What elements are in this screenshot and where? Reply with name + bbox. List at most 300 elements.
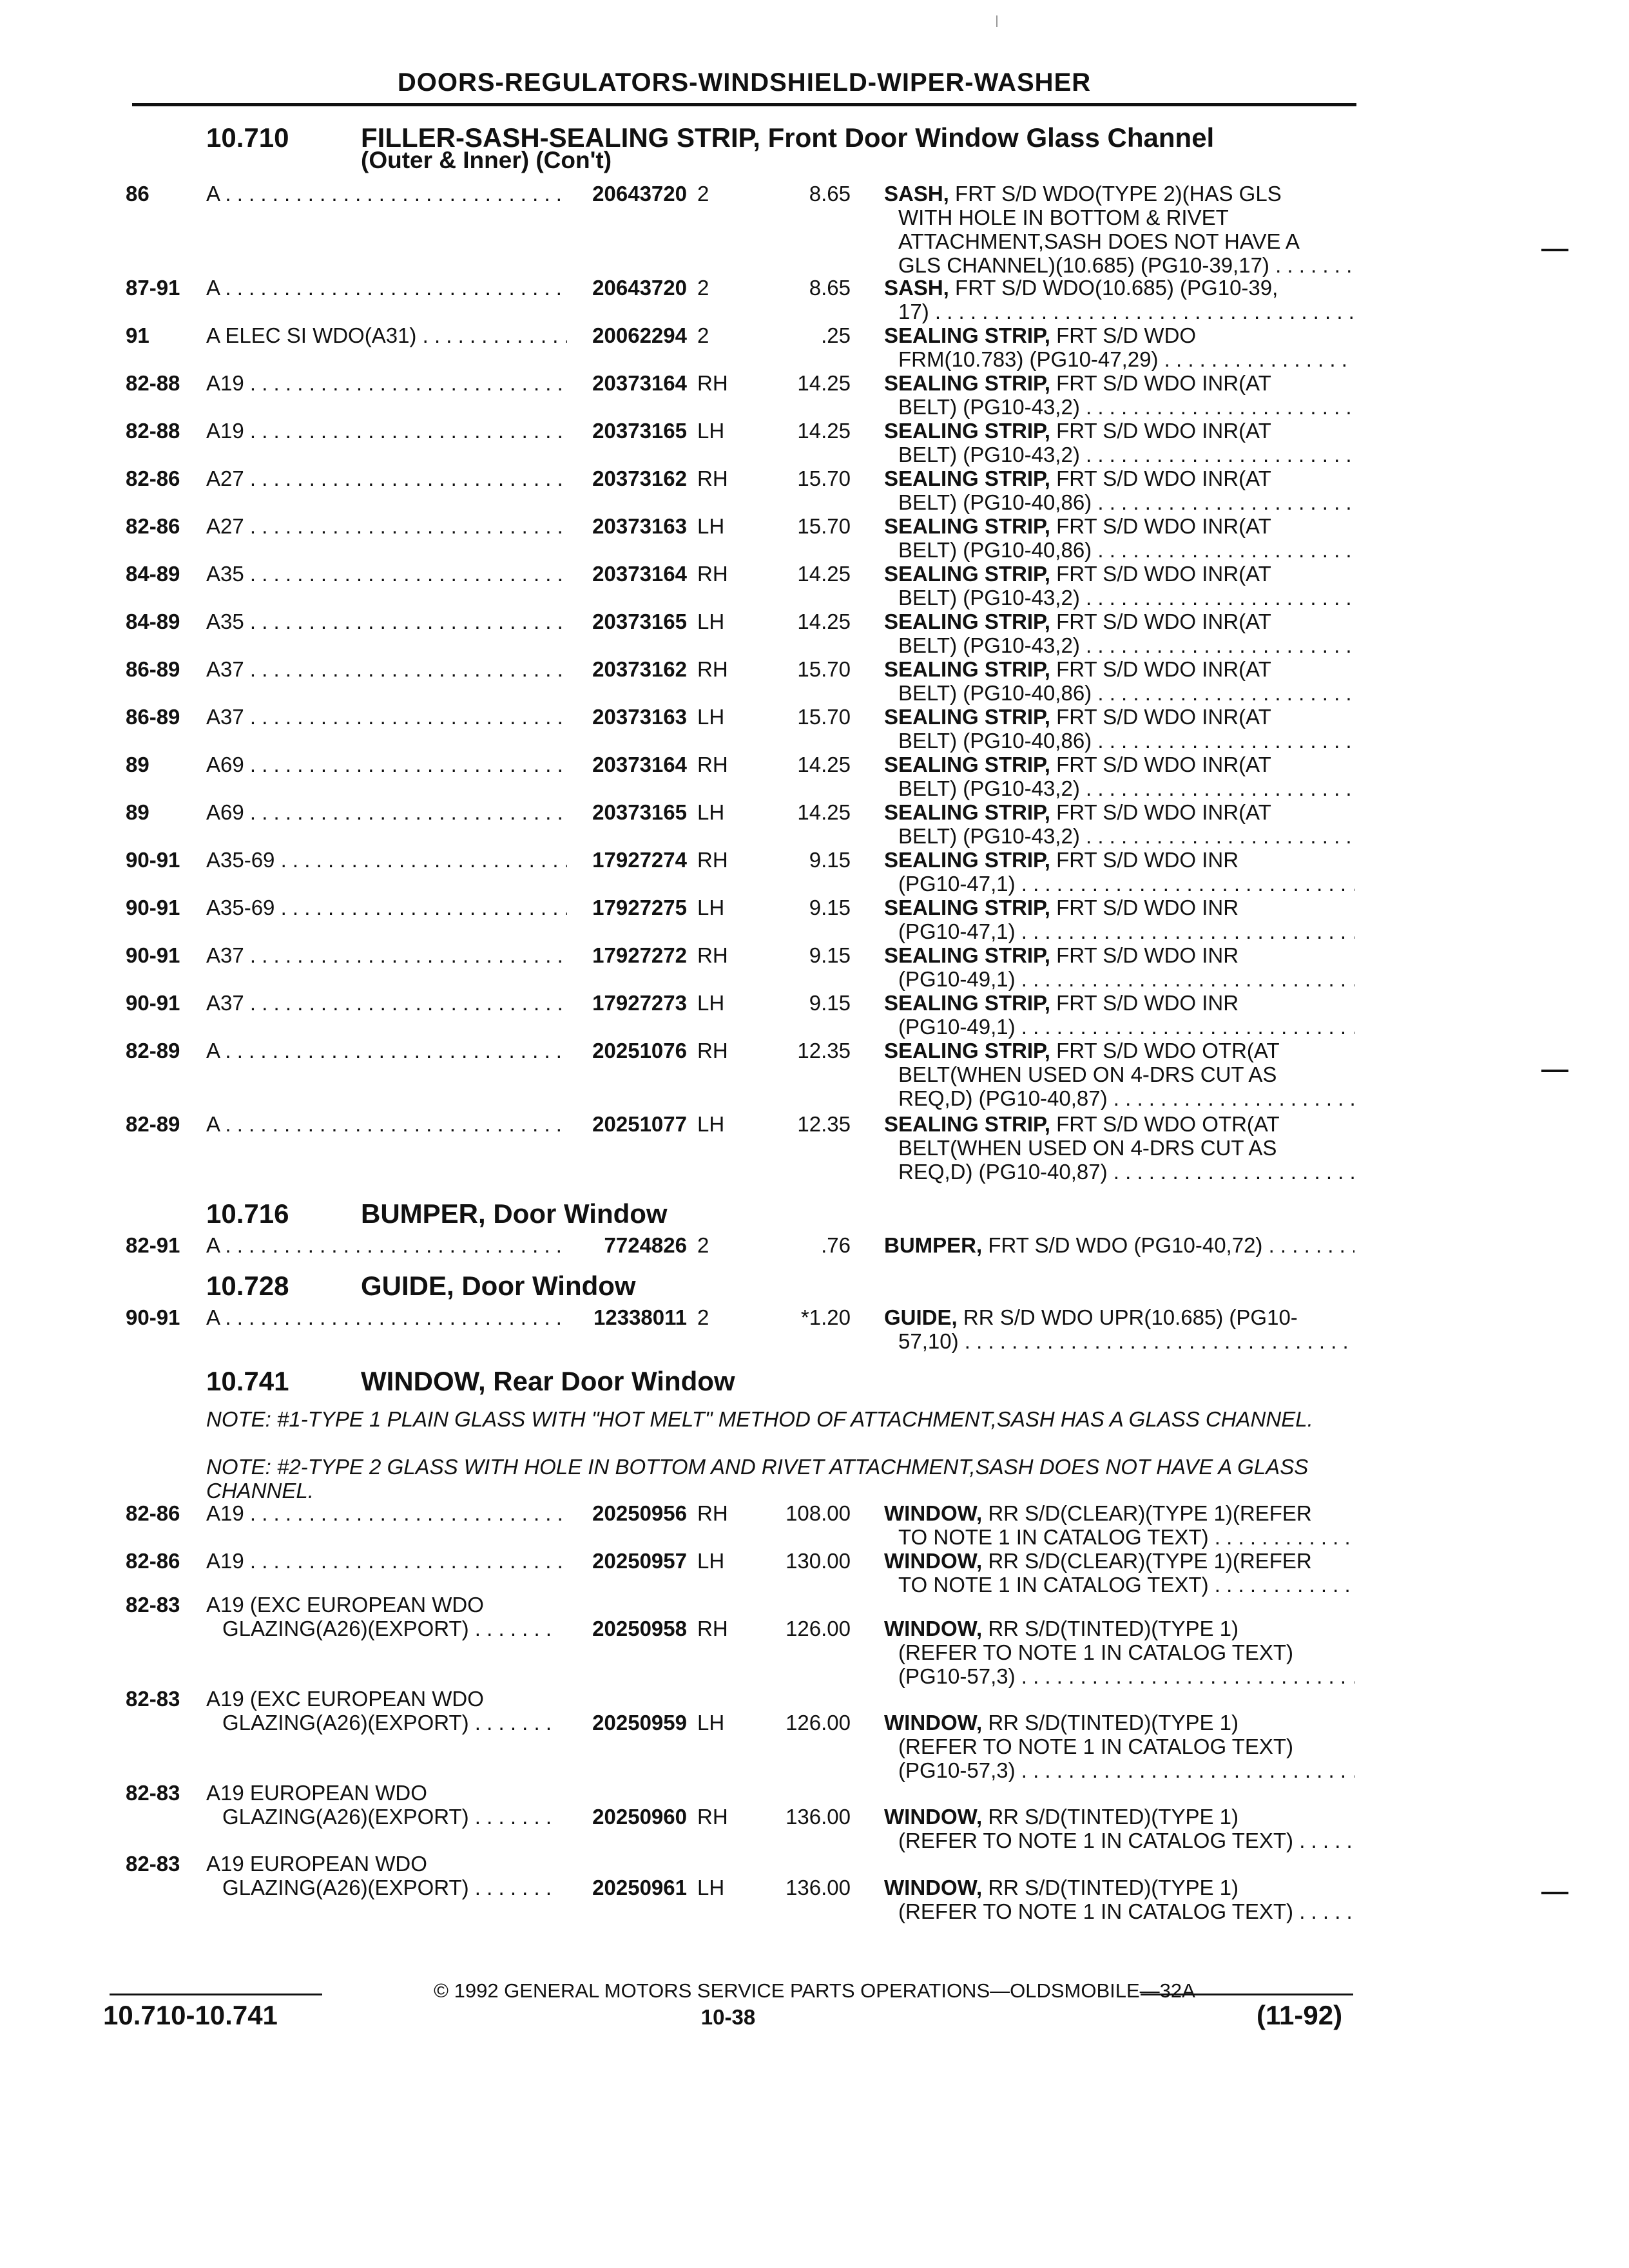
model-code: A19 . . . [206, 419, 567, 443]
description-line: BELT) (PG10-43,2) . . . [884, 824, 1354, 848]
description-keyword: BUMPER, [884, 1233, 983, 1257]
price: 9.15 [809, 896, 851, 919]
description-line: BELT) (PG10-43,2) . . . [884, 633, 1354, 657]
model-year: 86 [126, 182, 149, 206]
description-line [884, 323, 1354, 347]
note-type-1: NOTE: #1-TYPE 1 PLAIN GLASS WITH "HOT MELT" METHOD OF ATTACHMENT,SASH HAS A GLASS CHANNEL. [206, 1407, 1313, 1431]
model-year: 82-86 [126, 514, 180, 538]
part-description [884, 991, 1354, 1039]
description-line [884, 657, 1354, 681]
description-text: RR S/D(CLEAR)(TYPE 1)(REFER [982, 1549, 1312, 1573]
description-line [884, 466, 1354, 490]
model-year: 82-89 [126, 1112, 180, 1136]
part-description [884, 848, 1354, 896]
model-year: 82-88 [126, 419, 180, 443]
model-year: 91 [126, 323, 149, 347]
section-title-10716 [206, 1198, 668, 1229]
part-number: 17927275 [592, 896, 687, 919]
model-year: 82-83 [126, 1781, 180, 1805]
quantity: LH [697, 705, 725, 729]
description-line: (PG10-47,1) . . . [884, 872, 1354, 896]
model-year: 82-89 [126, 1039, 180, 1062]
price: 14.25 [797, 419, 851, 443]
description-line: BELT(WHEN USED ON 4-DRS CUT AS [898, 1062, 1277, 1086]
description-text: FRT S/D WDO INR(AT [1050, 371, 1271, 395]
section-name: WINDOW, Rear Door Window [361, 1366, 735, 1396]
model-code: A19 . . . [206, 1549, 567, 1573]
part-number: 20250959 [592, 1711, 687, 1735]
part-description [884, 1039, 1354, 1110]
footer-page-number: 10-38 [700, 2005, 756, 2029]
description-line: ATTACHMENT,SASH DOES NOT HAVE A [898, 229, 1300, 253]
description-line [884, 1233, 1354, 1257]
description-line: (PG10-49,1) . . . [884, 1015, 1354, 1039]
description-line [884, 1711, 1354, 1735]
part-description [884, 466, 1354, 514]
model-code: A . . . [206, 1039, 567, 1062]
description-line: BELT) (PG10-40,86) . . . [884, 729, 1354, 753]
description-text: RR S/D(TINTED)(TYPE 1) [982, 1876, 1239, 1899]
quantity: LH [697, 1876, 725, 1899]
model-code: A19 . . . [206, 371, 567, 395]
margin-mark [1541, 249, 1568, 251]
description-keyword: SEALING STRIP, [884, 514, 1050, 538]
part-description [884, 943, 1354, 991]
description-line [884, 371, 1354, 395]
price: 9.15 [809, 943, 851, 967]
price: 136.00 [786, 1876, 851, 1899]
price: 9.15 [809, 991, 851, 1015]
part-number: 20373162 [592, 657, 687, 681]
description-line: GLS CHANNEL)(10.685) (PG10-39,17) . . . [884, 253, 1354, 277]
description-line [884, 562, 1354, 586]
footer-copyright: © 1992 GENERAL MOTORS SERVICE PARTS OPERATIONS—OLDSMOBILE—32A [434, 1979, 1195, 2002]
description-keyword: GUIDE, [884, 1305, 958, 1329]
part-number: 20373164 [592, 371, 687, 395]
footer-date: (11-92) [1257, 2000, 1343, 2030]
description-keyword: SEALING STRIP, [884, 705, 1050, 729]
quantity: LH [697, 1112, 725, 1136]
description-line [884, 753, 1354, 776]
description-line: BELT) (PG10-40,86) . . . [884, 490, 1354, 514]
quantity: RH [697, 1617, 728, 1640]
part-number: 17927273 [592, 991, 687, 1015]
section-name: GUIDE, Door Window [361, 1271, 636, 1301]
section-subtitle: (Outer & Inner) (Con't) [361, 147, 612, 173]
part-number: 20062294 [592, 323, 687, 347]
price: *1.20 [800, 1305, 851, 1329]
description-line: (REFER TO NOTE 1 IN CATALOG TEXT) [898, 1640, 1294, 1664]
description-keyword: WINDOW, [884, 1549, 983, 1573]
price: 130.00 [786, 1549, 851, 1573]
description-keyword: SEALING STRIP, [884, 466, 1050, 490]
price: 8.65 [809, 182, 851, 206]
description-text: RR S/D WDO UPR(10.685) (PG10- [957, 1305, 1298, 1329]
price: .76 [821, 1233, 851, 1257]
model-year: 82-83 [126, 1593, 180, 1617]
model-year: 89 [126, 800, 149, 824]
part-number: 20250957 [592, 1549, 687, 1573]
quantity: RH [697, 848, 728, 872]
price: 126.00 [786, 1617, 851, 1640]
model-year: 90-91 [126, 848, 180, 872]
quantity: LH [697, 991, 725, 1015]
description-keyword: SEALING STRIP, [884, 1112, 1050, 1136]
quantity: RH [697, 657, 728, 681]
model-year: 82-86 [126, 1501, 180, 1525]
description-keyword: WINDOW, [884, 1876, 983, 1899]
part-description [884, 562, 1354, 610]
quantity: 2 [697, 323, 709, 347]
description-line: BELT) (PG10-43,2) . . . [884, 586, 1354, 610]
margin-mark [1541, 1892, 1568, 1894]
description-text: FRT S/D WDO OTR(AT [1050, 1039, 1280, 1062]
description-text: FRT S/D WDO INR(AT [1050, 800, 1271, 824]
description-keyword: SASH, [884, 182, 949, 206]
model-code: A35-69 . . . [206, 848, 567, 872]
price: 126.00 [786, 1711, 851, 1735]
description-line [884, 1876, 1354, 1899]
price: 8.65 [809, 276, 851, 300]
page-header: DOORS-REGULATORS-WINDSHIELD-WIPER-WASHER [397, 68, 1092, 97]
price: 15.70 [797, 466, 851, 490]
quantity: RH [697, 466, 728, 490]
description-keyword: SEALING STRIP, [884, 848, 1050, 872]
part-description [884, 514, 1354, 562]
description-text: RR S/D(TINTED)(TYPE 1) [982, 1617, 1239, 1640]
part-description [884, 1233, 1354, 1257]
part-number: 20373163 [592, 705, 687, 729]
description-line [884, 848, 1354, 872]
description-line [884, 514, 1354, 538]
description-text: FRT S/D WDO INR(AT [1050, 657, 1271, 681]
section-code: 10.741 [206, 1366, 289, 1396]
description-keyword: SEALING STRIP, [884, 562, 1050, 586]
description-line: (PG10-49,1) . . . [884, 967, 1354, 991]
note-type-2: NOTE: #2-TYPE 2 GLASS WITH HOLE IN BOTTOM AND RIVET ATTACHMENT,SASH DOES NOT HAVE A GLASS CHANNEL. [206, 1455, 1309, 1503]
model-code: A . . . [206, 1112, 567, 1136]
part-number: 17927272 [592, 943, 687, 967]
model-code: A ELEC SI WDO(A31) . . . [206, 323, 567, 347]
description-line [884, 705, 1354, 729]
quantity: RH [697, 1501, 728, 1525]
part-description [884, 800, 1354, 848]
model-year: 90-91 [126, 1305, 180, 1329]
model-year: 82-83 [126, 1687, 180, 1711]
description-text: FRT S/D WDO [1050, 323, 1197, 347]
price: 14.25 [797, 610, 851, 633]
model-year: 87-91 [126, 276, 180, 300]
section-code: 10.728 [206, 1271, 289, 1301]
description-text: FRT S/D WDO INR [1050, 991, 1239, 1015]
model-description: A19 EUROPEAN WDO [206, 1852, 427, 1876]
description-text: RR S/D(TINTED)(TYPE 1) [982, 1711, 1239, 1735]
part-number: 20373162 [592, 466, 687, 490]
part-description [884, 705, 1354, 753]
description-text: FRT S/D WDO INR [1050, 943, 1239, 967]
description-line: TO NOTE 1 IN CATALOG TEXT) . . . [884, 1525, 1354, 1549]
model-code: A37 . . . [206, 657, 567, 681]
description-text: RR S/D(CLEAR)(TYPE 1)(REFER [982, 1501, 1312, 1525]
part-description [884, 1501, 1354, 1549]
price: 14.25 [797, 800, 851, 824]
header-rule [132, 103, 1356, 106]
model-year: 84-89 [126, 610, 180, 633]
quantity: 2 [697, 1233, 709, 1257]
model-year: 89 [126, 753, 149, 776]
model-year: 82-83 [126, 1852, 180, 1876]
model-code: A35 . . . [206, 610, 567, 633]
section-title-10710 [206, 122, 1214, 153]
description-line: WITH HOLE IN BOTTOM & RIVET [898, 206, 1229, 229]
part-number: 17927274 [592, 848, 687, 872]
model-description: A19 (EXC EUROPEAN WDO [206, 1687, 484, 1711]
description-line: BELT) (PG10-43,2) . . . [884, 776, 1354, 800]
part-number: 20251076 [592, 1039, 687, 1062]
description-line [884, 1305, 1354, 1329]
description-line: TO NOTE 1 IN CATALOG TEXT) . . . [884, 1573, 1354, 1597]
price: 12.35 [797, 1039, 851, 1062]
description-line: (REFER TO NOTE 1 IN CATALOG TEXT) [898, 1735, 1294, 1758]
section-title-10741 [206, 1366, 735, 1397]
price: 136.00 [786, 1805, 851, 1829]
description-line: BELT(WHEN USED ON 4-DRS CUT AS [898, 1136, 1277, 1160]
price: 12.35 [797, 1112, 851, 1136]
model-code: GLAZING(A26)(EXPORT) . . . [222, 1711, 551, 1735]
description-text: FRT S/D WDO INR(AT [1050, 753, 1271, 776]
section-title-10728 [206, 1271, 636, 1302]
description-line: BELT) (PG10-40,86) . . . [884, 538, 1354, 562]
quantity: RH [697, 753, 728, 776]
part-description [884, 657, 1354, 705]
part-number: 20250956 [592, 1501, 687, 1525]
part-description [884, 182, 1354, 277]
description-keyword: SEALING STRIP, [884, 323, 1050, 347]
description-keyword: SEALING STRIP, [884, 896, 1050, 919]
description-line [884, 1805, 1354, 1829]
description-text: FRT S/D WDO INR [1050, 848, 1239, 872]
quantity: RH [697, 562, 728, 586]
description-line: (REFER TO NOTE 1 IN CATALOG TEXT) . . . [884, 1899, 1354, 1923]
section-name: FILLER-SASH-SEALING STRIP, Front Door Window Glass Channel [361, 122, 1215, 153]
model-year: 90-91 [126, 991, 180, 1015]
quantity: RH [697, 371, 728, 395]
model-year: 82-86 [126, 466, 180, 490]
description-line [884, 276, 1354, 300]
part-description [884, 1549, 1354, 1597]
description-line [884, 1501, 1354, 1525]
model-code: A37 . . . [206, 991, 567, 1015]
section-name: BUMPER, Door Window [361, 1198, 668, 1229]
model-year: 84-89 [126, 562, 180, 586]
description-line [884, 991, 1354, 1015]
footer-section-range: 10.710-10.741 [103, 2000, 278, 2030]
model-year: 82-91 [126, 1233, 180, 1257]
part-number: 20373163 [592, 514, 687, 538]
description-keyword: SEALING STRIP, [884, 943, 1050, 967]
description-keyword: SEALING STRIP, [884, 419, 1050, 443]
model-year: 90-91 [126, 896, 180, 919]
description-text: FRT S/D WDO INR(AT [1050, 466, 1271, 490]
part-description [884, 610, 1354, 657]
description-text: FRT S/D WDO (PG10-40,72) [982, 1233, 1263, 1257]
description-line [884, 419, 1354, 443]
part-number: 20250960 [592, 1805, 687, 1829]
part-number: 20373164 [592, 562, 687, 586]
quantity: RH [697, 943, 728, 967]
description-keyword: SEALING STRIP, [884, 657, 1050, 681]
part-description [884, 1805, 1354, 1852]
price: 14.25 [797, 753, 851, 776]
model-code: A . . . [206, 1305, 567, 1329]
part-description [884, 896, 1354, 943]
model-code: GLAZING(A26)(EXPORT) . . . [222, 1805, 551, 1829]
description-line [884, 1549, 1354, 1573]
description-text: FRT S/D WDO(10.685) (PG10-39, [949, 276, 1278, 300]
description-line: REQ,D) (PG10-40,87) . . . [884, 1160, 1354, 1184]
model-code: A27 . . . [206, 514, 567, 538]
quantity: 2 [697, 276, 709, 300]
model-year: 82-86 [126, 1549, 180, 1573]
description-line: (PG10-57,3) . . . [884, 1758, 1354, 1782]
description-line: 57,10) . . . [884, 1329, 1354, 1353]
description-text: FRT S/D WDO INR(AT [1050, 562, 1271, 586]
description-text: RR S/D(TINTED)(TYPE 1) [982, 1805, 1239, 1829]
quantity: LH [697, 800, 725, 824]
part-number: 20643720 [592, 276, 687, 300]
description-text: FRT S/D WDO(TYPE 2)(HAS GLS [949, 182, 1282, 206]
price: .25 [821, 323, 851, 347]
model-code: A27 . . . [206, 466, 567, 490]
part-description [884, 1305, 1354, 1353]
part-number: 20250958 [592, 1617, 687, 1640]
description-line [884, 1039, 1354, 1062]
part-number: 12338011 [593, 1305, 687, 1329]
description-line [884, 896, 1354, 919]
description-line: (REFER TO NOTE 1 IN CATALOG TEXT) . . . [884, 1829, 1354, 1852]
price: 108.00 [786, 1501, 851, 1525]
part-number: 7724826 [604, 1233, 687, 1257]
part-number: 20373165 [592, 419, 687, 443]
description-keyword: WINDOW, [884, 1501, 983, 1525]
price: 15.70 [797, 705, 851, 729]
part-description [884, 276, 1354, 323]
description-text: FRT S/D WDO INR(AT [1050, 419, 1271, 443]
price: 15.70 [797, 657, 851, 681]
quantity: 2 [697, 1305, 709, 1329]
price: 14.25 [797, 371, 851, 395]
model-code: A35 . . . [206, 562, 567, 586]
model-code: A69 . . . [206, 800, 567, 824]
description-line [884, 1112, 1354, 1136]
description-keyword: WINDOW, [884, 1617, 983, 1640]
description-line [884, 800, 1354, 824]
quantity: RH [697, 1805, 728, 1829]
model-code: A35-69 . . . [206, 896, 567, 919]
model-year: 86-89 [126, 705, 180, 729]
margin-mark [1541, 1070, 1568, 1072]
description-keyword: SEALING STRIP, [884, 800, 1050, 824]
part-description [884, 419, 1354, 466]
description-keyword: WINDOW, [884, 1711, 983, 1735]
section-code: 10.710 [206, 122, 289, 153]
description-line [884, 1617, 1354, 1640]
price: 15.70 [797, 514, 851, 538]
model-code: A19 . . . [206, 1501, 567, 1525]
description-text: FRT S/D WDO INR [1050, 896, 1239, 919]
part-number: 20251077 [592, 1112, 687, 1136]
part-description [884, 371, 1354, 419]
description-keyword: SEALING STRIP, [884, 610, 1050, 633]
price: 14.25 [797, 562, 851, 586]
description-text: FRT S/D WDO INR(AT [1050, 610, 1271, 633]
quantity: 2 [697, 182, 709, 206]
model-year: 86-89 [126, 657, 180, 681]
description-line: BELT) (PG10-40,86) . . . [884, 681, 1354, 705]
model-code: GLAZING(A26)(EXPORT) . . . [222, 1617, 551, 1640]
quantity: LH [697, 419, 725, 443]
part-number: 20373165 [592, 610, 687, 633]
description-keyword: SEALING STRIP, [884, 371, 1050, 395]
description-text: FRT S/D WDO INR(AT [1050, 705, 1271, 729]
model-code: A . . . [206, 182, 567, 206]
description-keyword: WINDOW, [884, 1805, 983, 1829]
part-description [884, 1617, 1354, 1688]
model-code: GLAZING(A26)(EXPORT) . . . [222, 1876, 551, 1899]
price: 9.15 [809, 848, 851, 872]
part-description [884, 753, 1354, 800]
description-line: BELT) (PG10-43,2) . . . [884, 443, 1354, 466]
model-code: A . . . [206, 1233, 567, 1257]
description-text: FRT S/D WDO INR(AT [1050, 514, 1271, 538]
part-description [884, 1112, 1354, 1184]
description-line [884, 943, 1354, 967]
description-line: 17) . . . [884, 300, 1354, 323]
part-number: 20373165 [592, 800, 687, 824]
description-keyword: SEALING STRIP, [884, 991, 1050, 1015]
description-keyword: SASH, [884, 276, 949, 300]
model-year: 90-91 [126, 943, 180, 967]
description-line: (PG10-47,1) . . . [884, 919, 1354, 943]
part-number: 20643720 [592, 182, 687, 206]
description-text: FRT S/D WDO OTR(AT [1050, 1112, 1280, 1136]
model-description: A19 EUROPEAN WDO [206, 1781, 427, 1805]
part-description [884, 1876, 1354, 1923]
description-keyword: SEALING STRIP, [884, 1039, 1050, 1062]
model-code: A37 . . . [206, 705, 567, 729]
quantity: LH [697, 1549, 725, 1573]
model-code: A . . . [206, 276, 567, 300]
description-keyword: SEALING STRIP, [884, 753, 1050, 776]
part-description [884, 323, 1354, 371]
quantity: RH [697, 1039, 728, 1062]
description-line: FRM(10.783) (PG10-47,29) . . . [884, 347, 1354, 371]
section-code: 10.716 [206, 1198, 289, 1229]
part-description [884, 1711, 1354, 1782]
part-number: 20250961 [592, 1876, 687, 1899]
model-code: A69 . . . [206, 753, 567, 776]
part-number: 20373164 [592, 753, 687, 776]
quantity: LH [697, 1711, 725, 1735]
description-line: BELT) (PG10-43,2) . . . [884, 395, 1354, 419]
model-year: 82-88 [126, 371, 180, 395]
quantity: LH [697, 896, 725, 919]
model-code: A37 . . . [206, 943, 567, 967]
description-line [884, 610, 1354, 633]
description-line: REQ,D) (PG10-40,87) . . . [884, 1086, 1354, 1110]
scan-tick-mark [996, 15, 998, 27]
quantity: LH [697, 610, 725, 633]
